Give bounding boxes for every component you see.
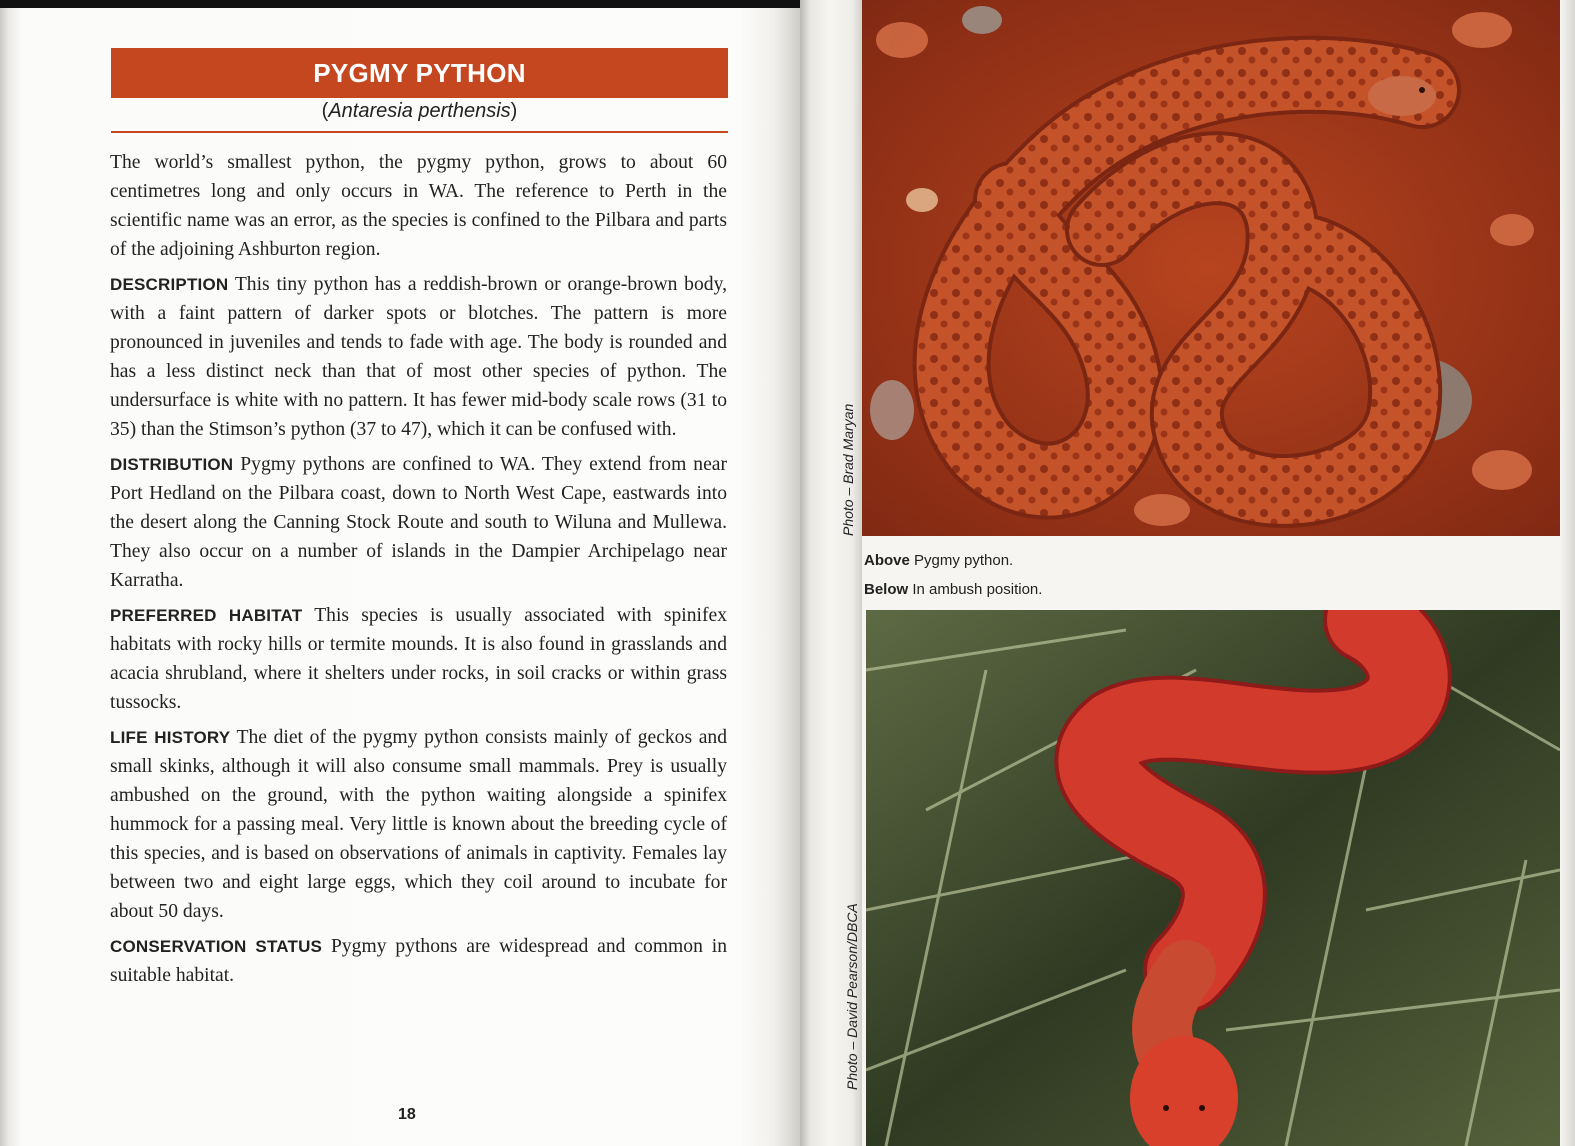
scientific-name-italic: Antaresia perthensis xyxy=(328,100,511,122)
life-history-label: LIFE HISTORY xyxy=(110,728,231,747)
ambush-snake-illustration xyxy=(866,610,1560,1146)
description-text: This tiny python has a reddish-brown or orange-brown body, with a faint pattern of darker spots or blotches. The pattern is more pronounced in juveniles and tends to fade with age. The body is rounded and has a less distinct neck than that of most other species of python. The undersurface is white with no pattern. It has fewer mid-body scale rows (31 to 35) than the Stimson’s python (37 to 47), which it can be confused with. xyxy=(110,274,727,440)
species-title-bar xyxy=(111,48,728,98)
caption-above xyxy=(864,552,1013,569)
conservation-paragraph xyxy=(110,932,727,990)
article-body xyxy=(110,148,727,996)
life-history-text: The diet of the pygmy python consists mainly of geckos and small skinks, although it will also consume small mammals. Prey is usually ambushed on the ground, with the python waiting alongside a spinifex hummock for a passing meal. Very little is known about the breeding cycle of this species, and is based on observations of animals in captivity. Females lay between two and eight large eggs, which they coil around to incubate for about 50 days. xyxy=(110,727,727,922)
scientific-name: (Antaresia perthensis) xyxy=(321,100,518,122)
intro-paragraph: The world’s smallest python, the pygmy python, grows to about 60 centimetres long and only occurs in WA. The reference to Perth in the scientific name was an error, as the species is confined to the Pilbara and parts of the adjoining Ashburton region. xyxy=(110,152,727,260)
caption-below xyxy=(864,581,1042,598)
caption-below-label: Below xyxy=(864,581,909,598)
habitat-paragraph xyxy=(110,601,727,717)
species-title: PYGMY PYTHON xyxy=(313,57,526,88)
photo-pygmy-python-ambush xyxy=(866,610,1560,1146)
caption-above-text: Pygmy python. xyxy=(914,552,1014,569)
description-label: DESCRIPTION xyxy=(110,275,229,294)
distribution-text: Pygmy pythons are confined to WA. They extend from near Port Hedland on the Pilbara coast, down to North West Cape, eastwards into the desert along the Canning Stock Route and south to Wiluna and Mullewa. They also occur on a number of islands in the Dampier Archipelago near Karratha. xyxy=(110,454,727,591)
caption-below-text: In ambush position. xyxy=(912,581,1043,598)
coiled-snake-illustration xyxy=(862,0,1560,536)
page-number: 18 xyxy=(398,1106,416,1123)
description-paragraph xyxy=(110,270,727,444)
habitat-label: PREFERRED HABITAT xyxy=(110,606,303,625)
distribution-paragraph xyxy=(110,450,727,595)
photo-pygmy-python-coiled xyxy=(862,0,1560,536)
right-page-edge xyxy=(1560,0,1575,1146)
conservation-label: CONSERVATION STATUS xyxy=(110,937,323,956)
bottom-photo-credit: Photo – David Pearson/DBCA xyxy=(844,903,860,1090)
habitat-text: This species is usually associated with spinifex habitats with rocky hills or termite mounds. It is also found in grasslands and acacia shrubland, where it shelters under rocks, in soil cracks or within grass tussocks. xyxy=(110,605,728,713)
caption-above-label: Above xyxy=(864,552,910,569)
life-history-paragraph xyxy=(110,723,727,926)
title-underline xyxy=(111,131,728,133)
top-photo-credit: Photo – Brad Maryan xyxy=(840,403,856,536)
conservation-text: Pygmy pythons are widespread and common in suitable habitat. xyxy=(110,936,727,986)
distribution-label: DISTRIBUTION xyxy=(110,455,234,474)
